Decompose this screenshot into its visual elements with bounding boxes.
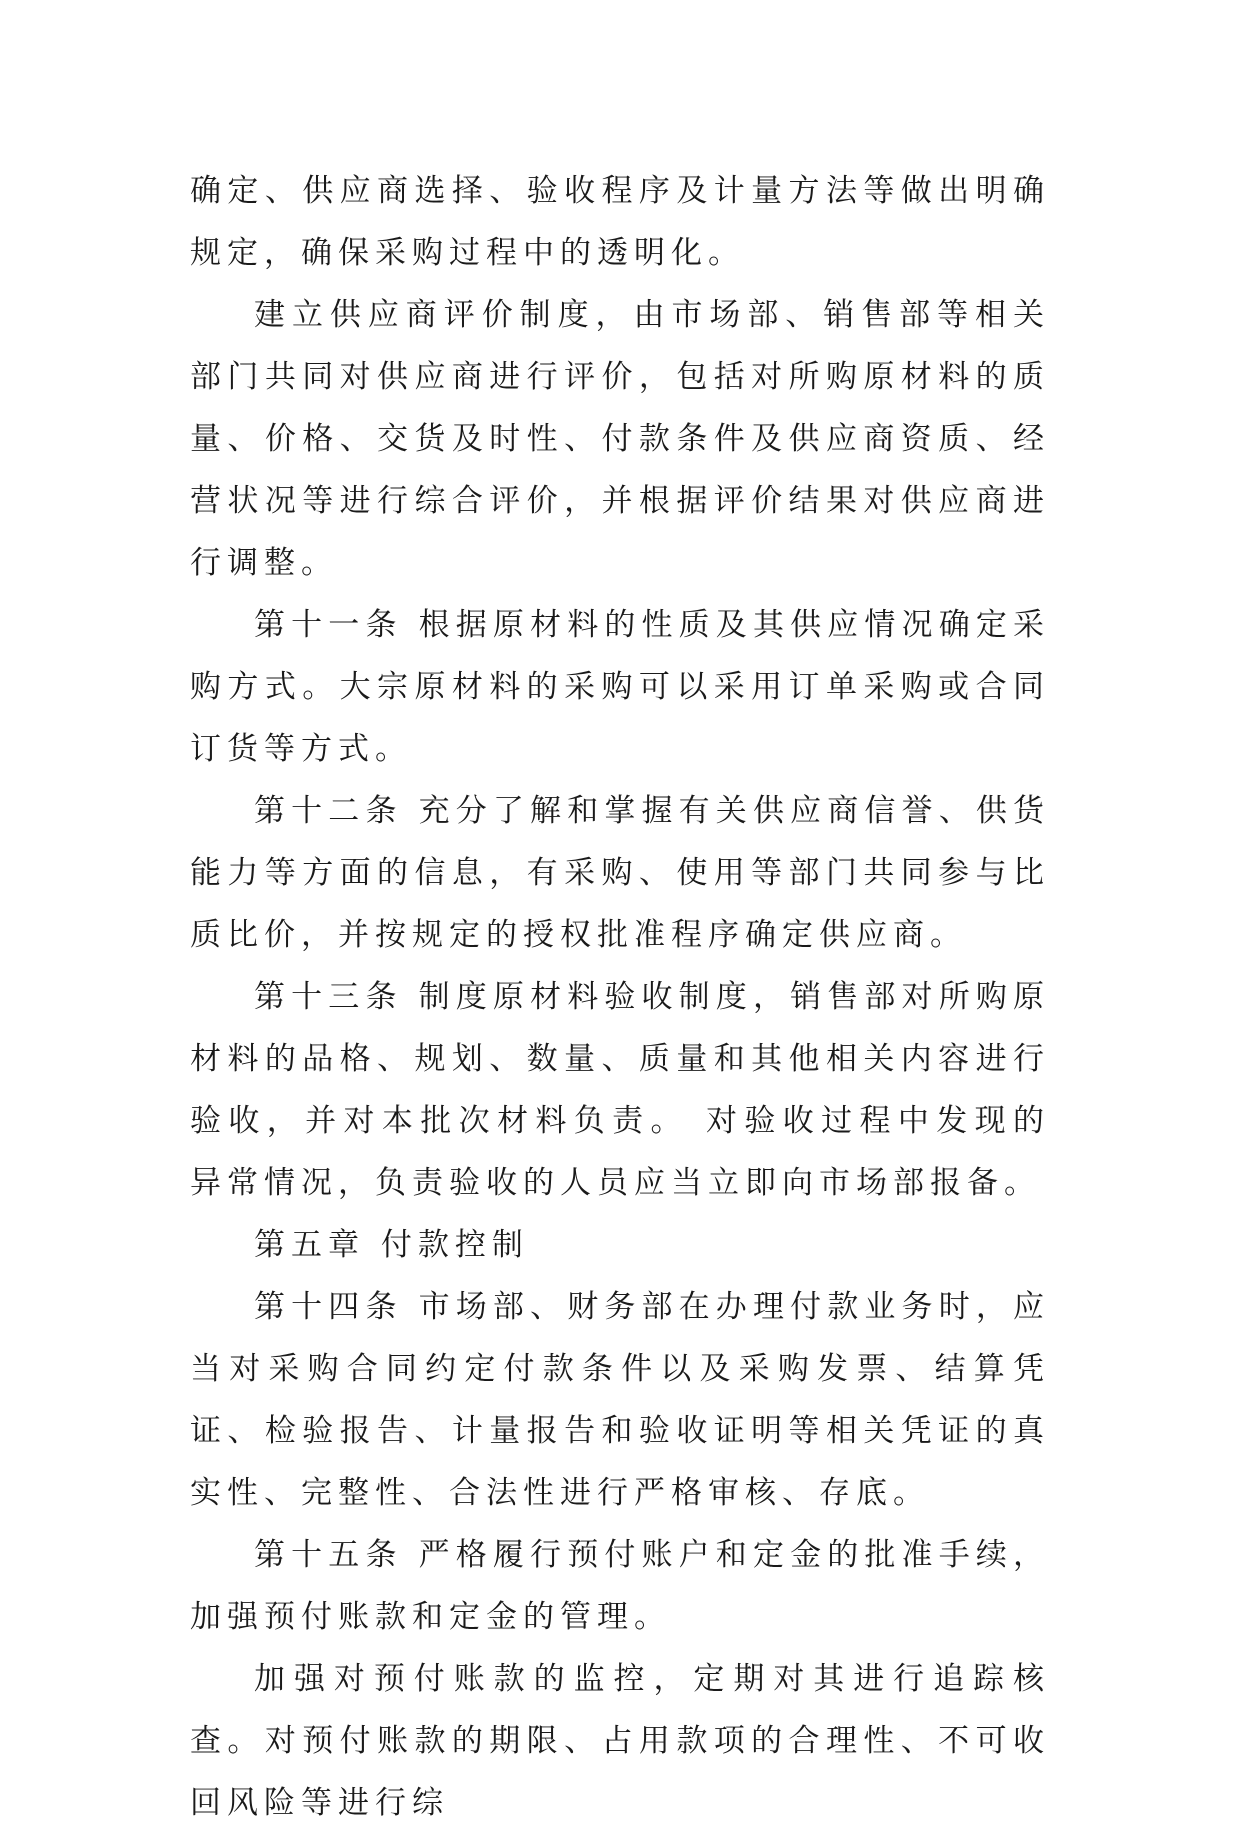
article-15: 第十五条 严格履行预付账户和定金的批准手续，加强预付账款和定金的管理。 bbox=[190, 1537, 1050, 1635]
paragraph-continuation: 确定、供应商选择、验收程序及计量方法等做出明确规定，确保采购过程中的透明化。 bbox=[190, 173, 1050, 271]
article-11: 第十一条 根据原材料的性质及其供应情况确定采购方式。大宗原材料的采购可以采用订单采购或合同订货等方式。 bbox=[190, 607, 1050, 767]
article-12: 第十二条 充分了解和掌握有关供应商信誉、供货能力等方面的信息，有采购、使用等部门共同参与比质比价，并按规定的授权批准程序确定供应商。 bbox=[190, 793, 1050, 953]
article-14: 第十四条 市场部、财务部在办理付款业务时，应当对采购合同约定付款条件以及采购发票、结算凭证、检验报告、计量报告和验收证明等相关凭证的真实性、完整性、合法性进行严格审核、存底。 bbox=[190, 1289, 1050, 1511]
chapter-5-heading: 第五章 付款控制 bbox=[254, 1227, 529, 1263]
paragraph-supplier-evaluation: 建立供应商评价制度，由市场部、销售部等相关部门共同对供应商进行评价，包括对所购原材料的质量、价格、交货及时性、付款条件及供应商资质、经营状况等进行综合评价，并根据评价结果对供应商进行调整。 bbox=[190, 297, 1050, 581]
article-13: 第十三条 制度原材料验收制度，销售部对所购原材料的品格、规划、数量、质量和其他相关内容进行验收，并对本批次材料负责。 对验收过程中发现的异常情况，负责验收的人员应当立即向市场部报备。 bbox=[190, 979, 1050, 1201]
paragraph-prepayment-monitoring: 加强对预付账款的监控，定期对其进行追踪核查。对预付账款的期限、占用款项的合理性、不可收回风险等进行综 bbox=[190, 1661, 1050, 1821]
document-page bbox=[190, 160, 1050, 1834]
